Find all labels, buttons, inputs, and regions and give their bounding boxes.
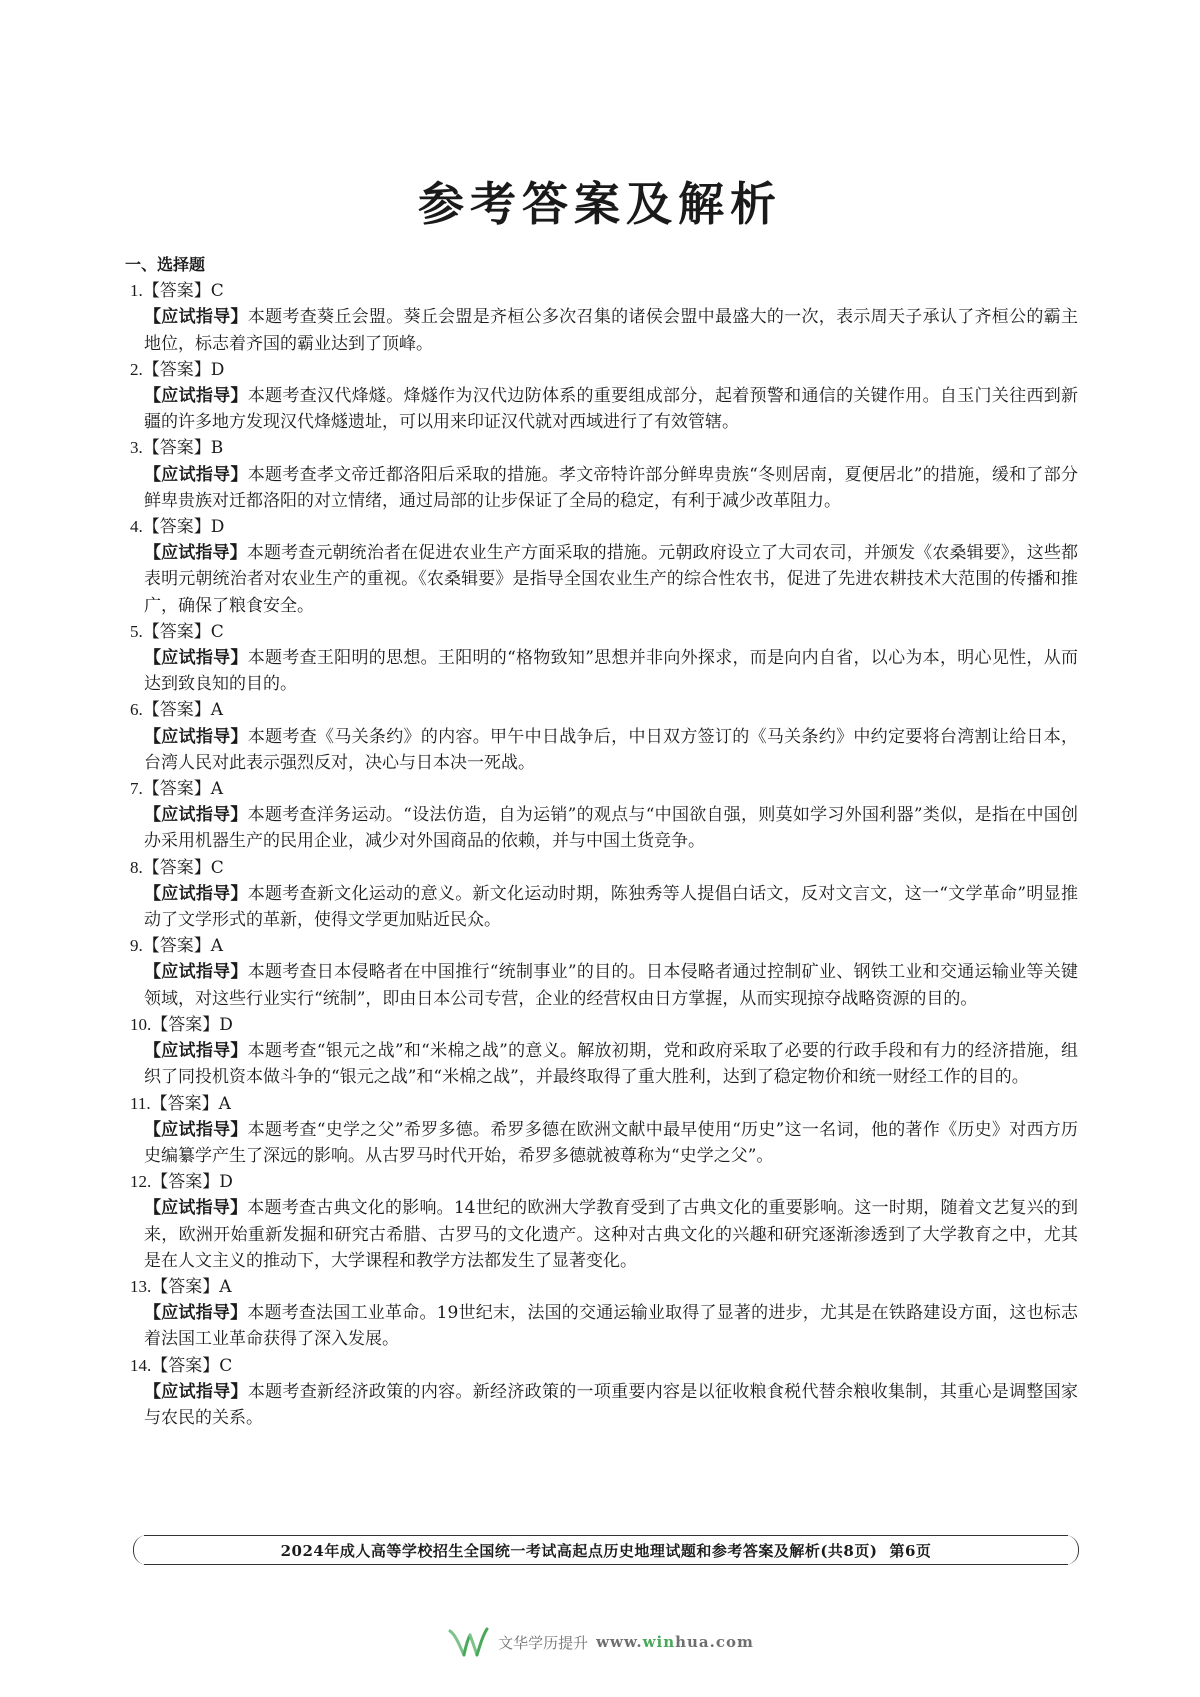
watermark-site: www.winhua.com: [596, 1633, 754, 1651]
question-number: 12.: [130, 1172, 152, 1192]
answer-item: [128, 1091, 1078, 1170]
guide-text: 本题考查法国工业革命。19世纪末，法国的交通运输业取得了显著的进步，尤其是在铁路建设方面，这也标志着法国工业革命获得了深入发展。: [144, 1303, 1078, 1350]
guide-text: 本题考查“银元之战”和“米棉之战”的意义。解放初期，党和政府采取了必要的行政手段和有力的经济措施，组织了同投机资本做斗争的“银元之战”和“米棉之战”，并最终取得了重大胜利，达到了稳定物价和统一财经工作的目的。: [144, 1041, 1079, 1088]
page-title: 参考答案及解析: [418, 177, 782, 231]
winhua-logo-icon: [446, 1625, 490, 1659]
exam-guide: [128, 959, 1078, 1011]
answer-item: [128, 1012, 1078, 1091]
answer-choice: C: [210, 857, 224, 878]
guide-label: 【应试指导】: [144, 962, 248, 983]
exam-guide: [128, 881, 1078, 933]
answer-label: 【答案】: [142, 517, 211, 538]
page-footer: [133, 1535, 1079, 1565]
watermark-brand: 文华学历提升: [498, 1633, 589, 1652]
footer-text: 2024年成人高等学校招生全国统一考试高起点历史地理试题和参考答案及解析(共8页): [280, 1541, 878, 1560]
exam-guide: [128, 462, 1078, 514]
guide-text: 本题考查新经济政策的内容。新经济政策的一项重要内容是以征收粮食税代替余粮收集制，其重心是调整国家与农民的关系。: [144, 1381, 1078, 1428]
answer-label: 【答案】: [151, 1172, 220, 1193]
exam-guide: [128, 645, 1078, 697]
guide-label: 【应试指导】: [144, 1041, 248, 1062]
guide-label: 【应试指导】: [144, 307, 248, 328]
answer-item: [128, 278, 1078, 357]
guide-label: 【应试指导】: [144, 1381, 248, 1402]
answer-label: 【答案】: [151, 1014, 220, 1035]
footer-page-number: 第6页: [889, 1541, 932, 1560]
answer-item: [128, 855, 1078, 934]
answer-line: [128, 278, 1078, 304]
answer-choice: C: [210, 281, 224, 302]
answer-list: [128, 278, 1078, 1431]
exam-guide: [128, 1038, 1078, 1090]
exam-guide: [128, 802, 1078, 854]
answer-choice: A: [218, 1093, 231, 1114]
question-number: 4.: [130, 517, 143, 537]
answer-content: [125, 252, 1079, 1431]
answer-line: [128, 776, 1078, 802]
guide-label: 【应试指导】: [144, 883, 248, 904]
exam-guide: [128, 540, 1078, 619]
watermark: [0, 1625, 1200, 1659]
answer-item: [128, 357, 1078, 436]
exam-guide: [128, 1379, 1078, 1431]
guide-text: 本题考查古典文化的影响。14世纪的欧洲大学教育受到了古典文化的重要影响。这一时期，随着文艺复兴的到来，欧洲开始重新发掘和研究古希腊、古罗马的文化遗产。这种对古典文化的兴趣和研究逐渐渗透到了大学教育之中，尤其是在人文主义的推动下，大学课程和教学方法都发生了显著变化。: [144, 1198, 1078, 1271]
answer-line: [128, 1169, 1078, 1195]
guide-label: 【应试指导】: [144, 543, 247, 564]
answer-label: 【答案】: [150, 1093, 219, 1114]
question-number: 13.: [130, 1276, 152, 1296]
answer-line: [128, 1091, 1078, 1117]
answer-item: [128, 776, 1078, 855]
answer-line: [128, 357, 1078, 383]
question-number: 11.: [130, 1093, 151, 1113]
answer-line: [128, 619, 1078, 645]
guide-text: 本题考查《马关条约》的内容。甲午中日战争后，中日双方签订的《马关条约》中约定要将台湾割让给日本，台湾人民对此表示强烈反对，决心与日本决一死战。: [144, 726, 1078, 773]
question-number: 2.: [130, 359, 143, 379]
guide-label: 【应试指导】: [144, 648, 248, 669]
guide-label: 【应试指导】: [144, 805, 248, 826]
guide-label: 【应试指导】: [144, 1119, 248, 1140]
answer-label: 【答案】: [142, 621, 211, 642]
question-number: 9.: [130, 936, 143, 956]
answer-choice: D: [210, 517, 225, 538]
guide-text: 本题考查新文化运动的意义。新文化运动时期，陈独秀等人提倡白话文，反对文言文，这一“文学革命”明显推动了文学形式的革新，使得文学更加贴近民众。: [144, 883, 1078, 931]
answer-line: [128, 1012, 1078, 1038]
answer-item: [128, 619, 1078, 698]
answer-choice: B: [210, 438, 224, 459]
answer-choice: C: [219, 1355, 233, 1376]
guide-text: 本题考查孝文帝迁都洛阳后采取的措施。孝文帝特许部分鲜卑贵族“冬则居南，夏便居北”的措施，缓和了部分鲜卑贵族对迁都洛阳的对立情绪，通过局部的让步保证了全局的稳定，有利于减少改革阻力。: [144, 464, 1078, 511]
exam-guide: [128, 383, 1078, 435]
answer-choice: A: [210, 779, 224, 800]
answer-choice: C: [210, 621, 224, 642]
guide-label: 【应试指导】: [144, 726, 248, 747]
exam-guide: [128, 1300, 1078, 1352]
answer-item: [128, 933, 1078, 1012]
answer-line: [128, 435, 1078, 461]
answer-label: 【答案】: [151, 1355, 220, 1376]
answer-item: [128, 1274, 1078, 1353]
guide-text: 本题考查葵丘会盟。葵丘会盟是齐桓公多次召集的诸侯会盟中最盛大的一次，表示周天子承认了齐桓公的霸主地位，标志着齐国的霸业达到了顶峰。: [144, 307, 1078, 354]
guide-text: 本题考查日本侵略者在中国推行“统制事业”的目的。日本侵略者通过控制矿业、钢铁工业和交通运输业等关键领域，对这些行业实行“统制”，即由日本公司专营，企业的经营权由日方掌握，从而实现掠夺战略资源的目的。: [144, 962, 1078, 1009]
answer-choice: A: [210, 936, 224, 957]
answer-label: 【答案】: [142, 438, 211, 459]
exam-guide: [128, 724, 1078, 776]
question-number: 14.: [130, 1355, 152, 1375]
answer-label: 【答案】: [142, 857, 211, 878]
question-number: 7.: [130, 779, 143, 799]
answer-item: [128, 1169, 1078, 1274]
answer-line: [128, 933, 1078, 959]
answer-choice: D: [219, 1014, 233, 1035]
answer-choice: A: [219, 1276, 232, 1297]
answer-label: 【答案】: [142, 281, 211, 302]
question-number: 6.: [130, 700, 143, 720]
guide-label: 【应试指导】: [144, 1198, 248, 1219]
answer-item: [128, 435, 1078, 514]
question-number: 1.: [130, 281, 143, 301]
answer-label: 【答案】: [142, 359, 211, 380]
exam-guide: [128, 304, 1078, 356]
guide-label: 【应试指导】: [144, 464, 248, 485]
question-number: 8.: [130, 857, 143, 877]
answer-choice: D: [210, 359, 225, 380]
answer-label: 【答案】: [142, 700, 211, 721]
guide-text: 本题考查汉代烽燧。烽燧作为汉代边防体系的重要组成部分，起着预警和通信的关键作用。自玉门关往西到新疆的许多地方发现汉代烽燧遗址，可以用来印证汉代就对西域进行了有效管辖。: [144, 386, 1078, 433]
answer-line: [128, 697, 1078, 723]
guide-label: 【应试指导】: [144, 386, 248, 407]
section-heading: 一、选择题: [125, 255, 206, 274]
guide-label: 【应试指导】: [144, 1303, 248, 1324]
answer-label: 【答案】: [142, 936, 211, 957]
guide-text: 本题考查元朝统治者在促进农业生产方面采取的措施。元朝政府设立了大司农司，并颁发《农桑辑要》，这些都表明元朝统治者对农业生产的重视。《农桑辑要》是指导全国农业生产的综合性农书，促进了先进农耕技术大范围的传播和推广，确保了粮食安全。: [144, 543, 1079, 616]
answer-item: [128, 1353, 1078, 1432]
answer-line: [128, 1274, 1078, 1300]
question-number: 3.: [130, 438, 143, 458]
answer-label: 【答案】: [142, 779, 211, 800]
answer-choice: D: [219, 1172, 233, 1193]
answer-line: [128, 514, 1078, 540]
answer-item: [128, 697, 1078, 776]
exam-guide: [128, 1195, 1078, 1274]
guide-text: 本题考查洋务运动。“设法仿造，自为运销”的观点与“中国欲自强，则莫如学习外国利器”类似，是指在中国创办采用机器生产的民用企业，减少对外国商品的依赖，并与中国土货竞争。: [144, 805, 1079, 852]
guide-text: 本题考查“史学之父”希罗多德。希罗多德在欧洲文献中最早使用“历史”这一名词，他的著作《历史》对西方历史编纂学产生了深远的影响。从古罗马时代开始，希罗多德就被尊称为“史学之父”。: [144, 1119, 1079, 1166]
question-number: 5.: [130, 621, 143, 641]
exam-guide: [128, 1117, 1078, 1169]
answer-item: [128, 514, 1078, 619]
answer-line: [128, 1353, 1078, 1379]
answer-line: [128, 855, 1078, 881]
answer-choice: A: [210, 700, 224, 721]
guide-text: 本题考查王阳明的思想。王阳明的“格物致知”思想并非向外探求，而是向内自省，以心为本，明心见性，从而达到致良知的目的。: [144, 648, 1078, 695]
answer-label: 【答案】: [151, 1276, 220, 1297]
question-number: 10.: [130, 1014, 152, 1034]
